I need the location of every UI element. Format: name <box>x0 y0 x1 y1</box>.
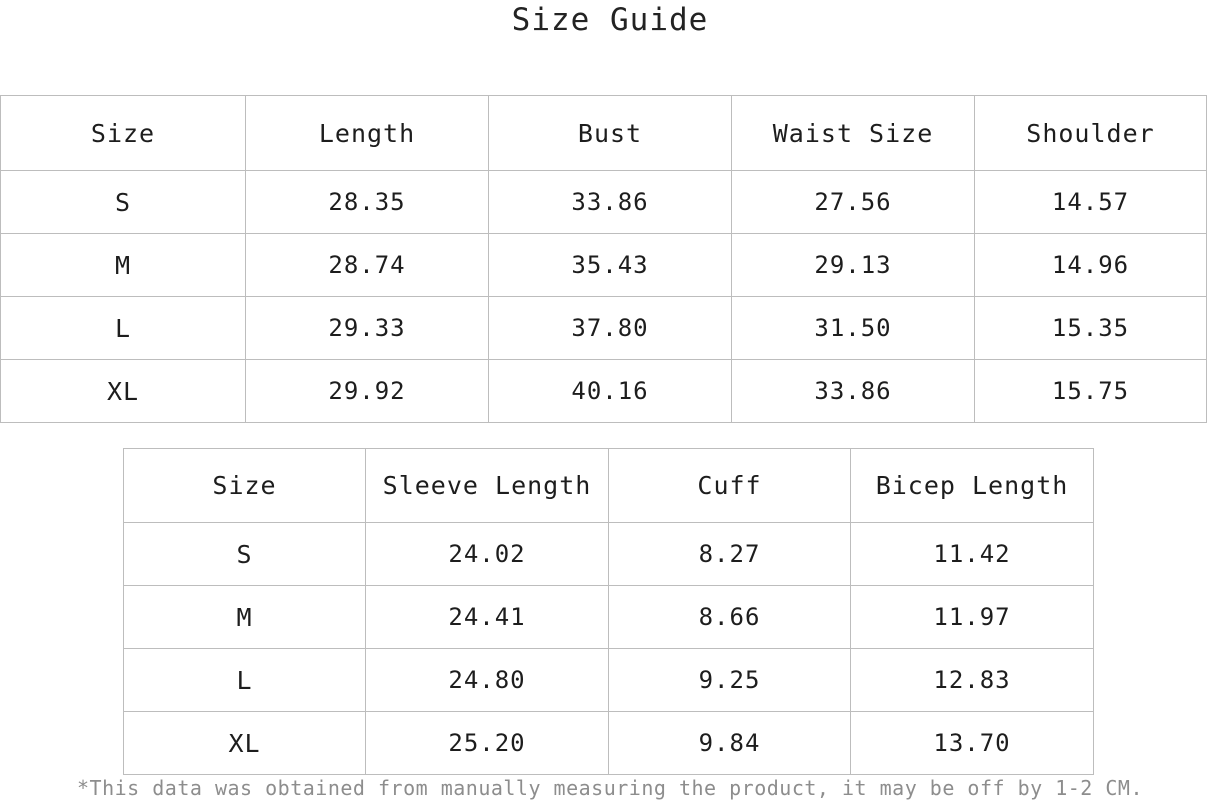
cell-waist-size: 27.56 <box>732 171 975 234</box>
column-header-length: Length <box>246 96 489 171</box>
column-header-waist-size: Waist Size <box>732 96 975 171</box>
cell-bust: 33.86 <box>489 171 732 234</box>
column-header-bust: Bust <box>489 96 732 171</box>
table-row <box>1 360 1207 423</box>
main-measurements-table <box>0 95 1207 423</box>
column-header-shoulder: Shoulder <box>975 96 1207 171</box>
cell-shoulder: 14.96 <box>975 234 1207 297</box>
table-row <box>1 234 1207 297</box>
cell-bicep-length: 13.70 <box>851 712 1094 775</box>
cell-size: L <box>124 649 366 712</box>
cell-bust: 37.80 <box>489 297 732 360</box>
cell-bicep-length: 11.97 <box>851 586 1094 649</box>
column-header-sleeve-length: Sleeve Length <box>366 449 609 523</box>
cell-length: 28.74 <box>246 234 489 297</box>
table-row <box>124 523 1094 586</box>
cell-shoulder: 15.75 <box>975 360 1207 423</box>
cell-size: M <box>124 586 366 649</box>
cell-waist-size: 31.50 <box>732 297 975 360</box>
cell-waist-size: 33.86 <box>732 360 975 423</box>
cell-sleeve-length: 24.02 <box>366 523 609 586</box>
cell-size: XL <box>1 360 246 423</box>
table-row <box>124 649 1094 712</box>
cell-size: S <box>124 523 366 586</box>
cell-waist-size: 29.13 <box>732 234 975 297</box>
cell-bicep-length: 11.42 <box>851 523 1094 586</box>
cell-sleeve-length: 24.41 <box>366 586 609 649</box>
cell-bust: 40.16 <box>489 360 732 423</box>
cell-cuff: 9.84 <box>609 712 851 775</box>
cell-sleeve-length: 24.80 <box>366 649 609 712</box>
cell-cuff: 9.25 <box>609 649 851 712</box>
cell-shoulder: 15.35 <box>975 297 1207 360</box>
cell-length: 29.33 <box>246 297 489 360</box>
table-header-row <box>124 449 1094 523</box>
column-header-cuff: Cuff <box>609 449 851 523</box>
cell-size: L <box>1 297 246 360</box>
column-header-size: Size <box>1 96 246 171</box>
measurement-disclaimer: *This data was obtained from manually measuring the product, it may be off by 1-2 CM. <box>77 776 1143 800</box>
table-row <box>124 586 1094 649</box>
page-title: Size Guide <box>511 2 709 38</box>
table-row <box>124 712 1094 775</box>
cell-length: 29.92 <box>246 360 489 423</box>
column-header-size: Size <box>124 449 366 523</box>
cell-bust: 35.43 <box>489 234 732 297</box>
table-row <box>1 297 1207 360</box>
sleeve-measurements-table <box>123 448 1094 775</box>
cell-sleeve-length: 25.20 <box>366 712 609 775</box>
cell-bicep-length: 12.83 <box>851 649 1094 712</box>
table-row <box>1 171 1207 234</box>
cell-size: S <box>1 171 246 234</box>
cell-length: 28.35 <box>246 171 489 234</box>
cell-size: XL <box>124 712 366 775</box>
cell-size: M <box>1 234 246 297</box>
column-header-bicep-length: Bicep Length <box>851 449 1094 523</box>
cell-cuff: 8.27 <box>609 523 851 586</box>
cell-shoulder: 14.57 <box>975 171 1207 234</box>
table-header-row <box>1 96 1207 171</box>
cell-cuff: 8.66 <box>609 586 851 649</box>
